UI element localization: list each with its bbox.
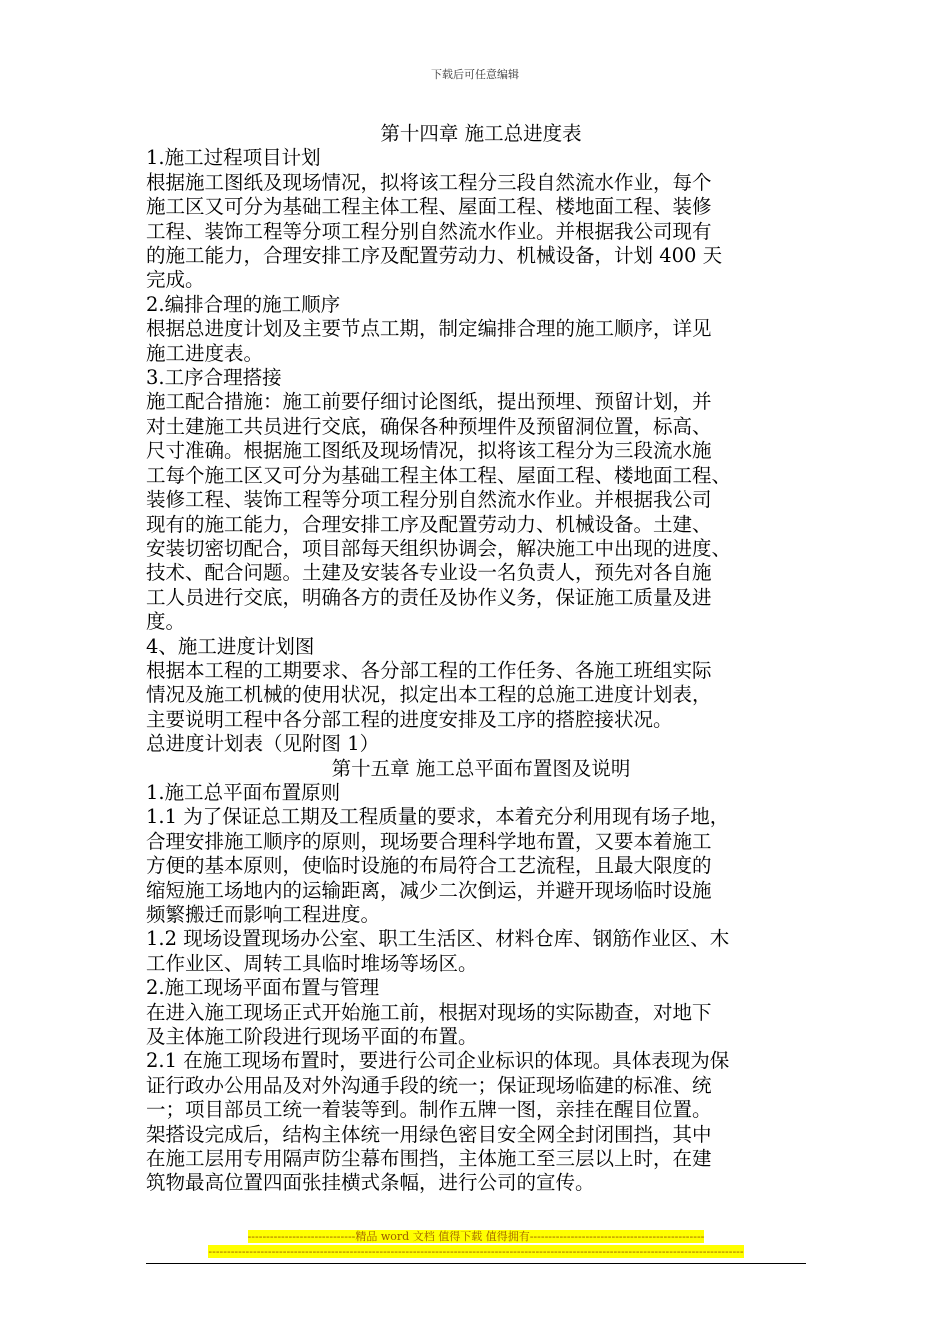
- paragraph-line: 现有的施工能力，合理安排工序及配置劳动力、机械设备。土建、: [146, 512, 712, 536]
- paragraph-line: 合理安排施工顺序的原则，现场要合理科学地布置，又要本着施工: [146, 829, 712, 853]
- paragraph-line: 技术、配合问题。土建及安装各专业设一名负责人，预先对各自施: [146, 561, 712, 585]
- paragraph-line: 在进入施工现场正式开始施工前，根据对现场的实际勘查，对地下: [146, 1000, 712, 1024]
- paragraph-line: 根据本工程的工期要求、各分部工程的工作任务、各施工班组实际: [146, 658, 712, 682]
- paragraph-line: 的施工能力，合理安排工序及配置劳动力、机械设备，计划 400 天: [146, 244, 723, 268]
- paragraph-line: 1.1 为了保证总工期及工程质量的要求，本着充分利用现有场子地，: [146, 805, 730, 829]
- paragraph-line: 尺寸准确。根据施工图纸及现场情况，拟将该工程分为三段流水施: [146, 439, 712, 463]
- paragraph-line: 筑物最高位置四面张挂横式条幅，进行公司的宣传。: [146, 1171, 595, 1195]
- footer-banner: [146, 1229, 806, 1259]
- document-body: [146, 122, 816, 1196]
- paragraph-line: 完成。: [146, 268, 205, 292]
- paragraph-line: 总进度计划表（见附图 1）: [146, 732, 380, 756]
- paragraph-line: 根据施工图纸及现场情况，拟将该工程分三段自然流水作业，每个: [146, 170, 712, 194]
- paragraph-line: 在施工层用专用隔声防尘幕布围挡，主体施工至三层以上时，在建: [146, 1147, 712, 1171]
- chapter-14-title: 第十四章 施工总进度表: [380, 122, 582, 145]
- paragraph-line: 施工进度表。: [146, 341, 264, 365]
- paragraph-line: 一；项目部员工统一着装等到。制作五牌一图，亲挂在醒目位置。: [146, 1098, 712, 1122]
- paragraph-line: 工程、装饰工程等分项工程分别自然流水作业。并根据我公司现有: [146, 219, 712, 243]
- section-heading: 1.施工过程项目计划: [146, 146, 321, 170]
- section-heading: 3.工序合理搭接: [146, 366, 282, 390]
- paragraph-line: 频繁搬迁而影响工程进度。: [146, 903, 381, 926]
- header-note: 下载后可任意编辑: [431, 68, 519, 81]
- paragraph-line: 证行政办公用品及对外沟通手段的统一；保证现场临建的标准、统: [146, 1073, 712, 1097]
- footer-line-2: ------------------------------------------------------------------------------------------------------------------------------------------------: [208, 1245, 744, 1258]
- section-heading: 2.施工现场平面布置与管理: [146, 976, 380, 1000]
- paragraph-line: 缩短施工场地内的运输距离，减少二次倒运，并避开现场临时设施: [146, 878, 712, 902]
- section-heading: 4、施工进度计划图: [146, 634, 315, 658]
- paragraph-line: 2.1 在施工现场布置时，要进行公司企业标识的体现。具体表现为保: [146, 1049, 730, 1073]
- paragraph-line: 方便的基本原则，使临时设施的布局符合工艺流程，且最大限度的: [146, 854, 712, 878]
- footer-divider: [146, 1263, 806, 1264]
- paragraph-line: 根据总进度计划及主要节点工期，制定编排合理的施工顺序，详见: [146, 317, 712, 341]
- section-heading: 1.施工总平面布置原则: [146, 780, 341, 804]
- chapter-15-title: 第十五章 施工总平面布置图及说明: [331, 756, 631, 780]
- paragraph-line: 对土建施工共员进行交底，确保各种预埋件及预留洞位置，标高、: [146, 414, 712, 438]
- paragraph-line: 施工配合措施：施工前要仔细讨论图纸，提出预埋、预留计划，并: [146, 390, 712, 414]
- paragraph-line: 装修工程、装饰工程等分项工程分别自然流水作业。并根据我公司: [146, 488, 712, 512]
- footer-line-1: -----------------------------精品 word 文档 值得下载 值得拥有-----------------------------------------------: [247, 1230, 705, 1243]
- section-heading: 2.编排合理的施工顺序: [146, 292, 341, 316]
- paragraph-line: 度。: [146, 610, 186, 634]
- paragraph-line: 施工区又可分为基础工程主体工程、屋面工程、楼地面工程、装修: [146, 195, 712, 219]
- paragraph-line: 架搭设完成后，结构主体统一用绿色密目安全网全封闭围挡，其中: [146, 1122, 712, 1146]
- paragraph-line: 工作业区、周转工具临时堆场等场区。: [146, 951, 478, 975]
- paragraph-line: 工人员进行交底，明确各方的责任及协作义务，保证施工质量及进: [146, 585, 712, 609]
- paragraph-line: 主要说明工程中各分部工程的进度安排及工序的搭腔接状况。: [146, 707, 673, 731]
- paragraph-line: 1.2 现场设置现场办公室、职工生活区、材料仓库、钢筋作业区、木: [146, 927, 730, 951]
- paragraph-line: 情况及施工机械的使用状况，拟定出本工程的总施工进度计划表，: [146, 683, 712, 707]
- paragraph-line: 工每个施工区又可分为基础工程主体工程、屋面工程、楼地面工程、: [146, 463, 732, 487]
- paragraph-line: 安装切密切配合，项目部每天组织协调会，解决施工中出现的进度、: [146, 536, 732, 560]
- paragraph-line: 及主体施工阶段进行现场平面的布置。: [146, 1025, 478, 1049]
